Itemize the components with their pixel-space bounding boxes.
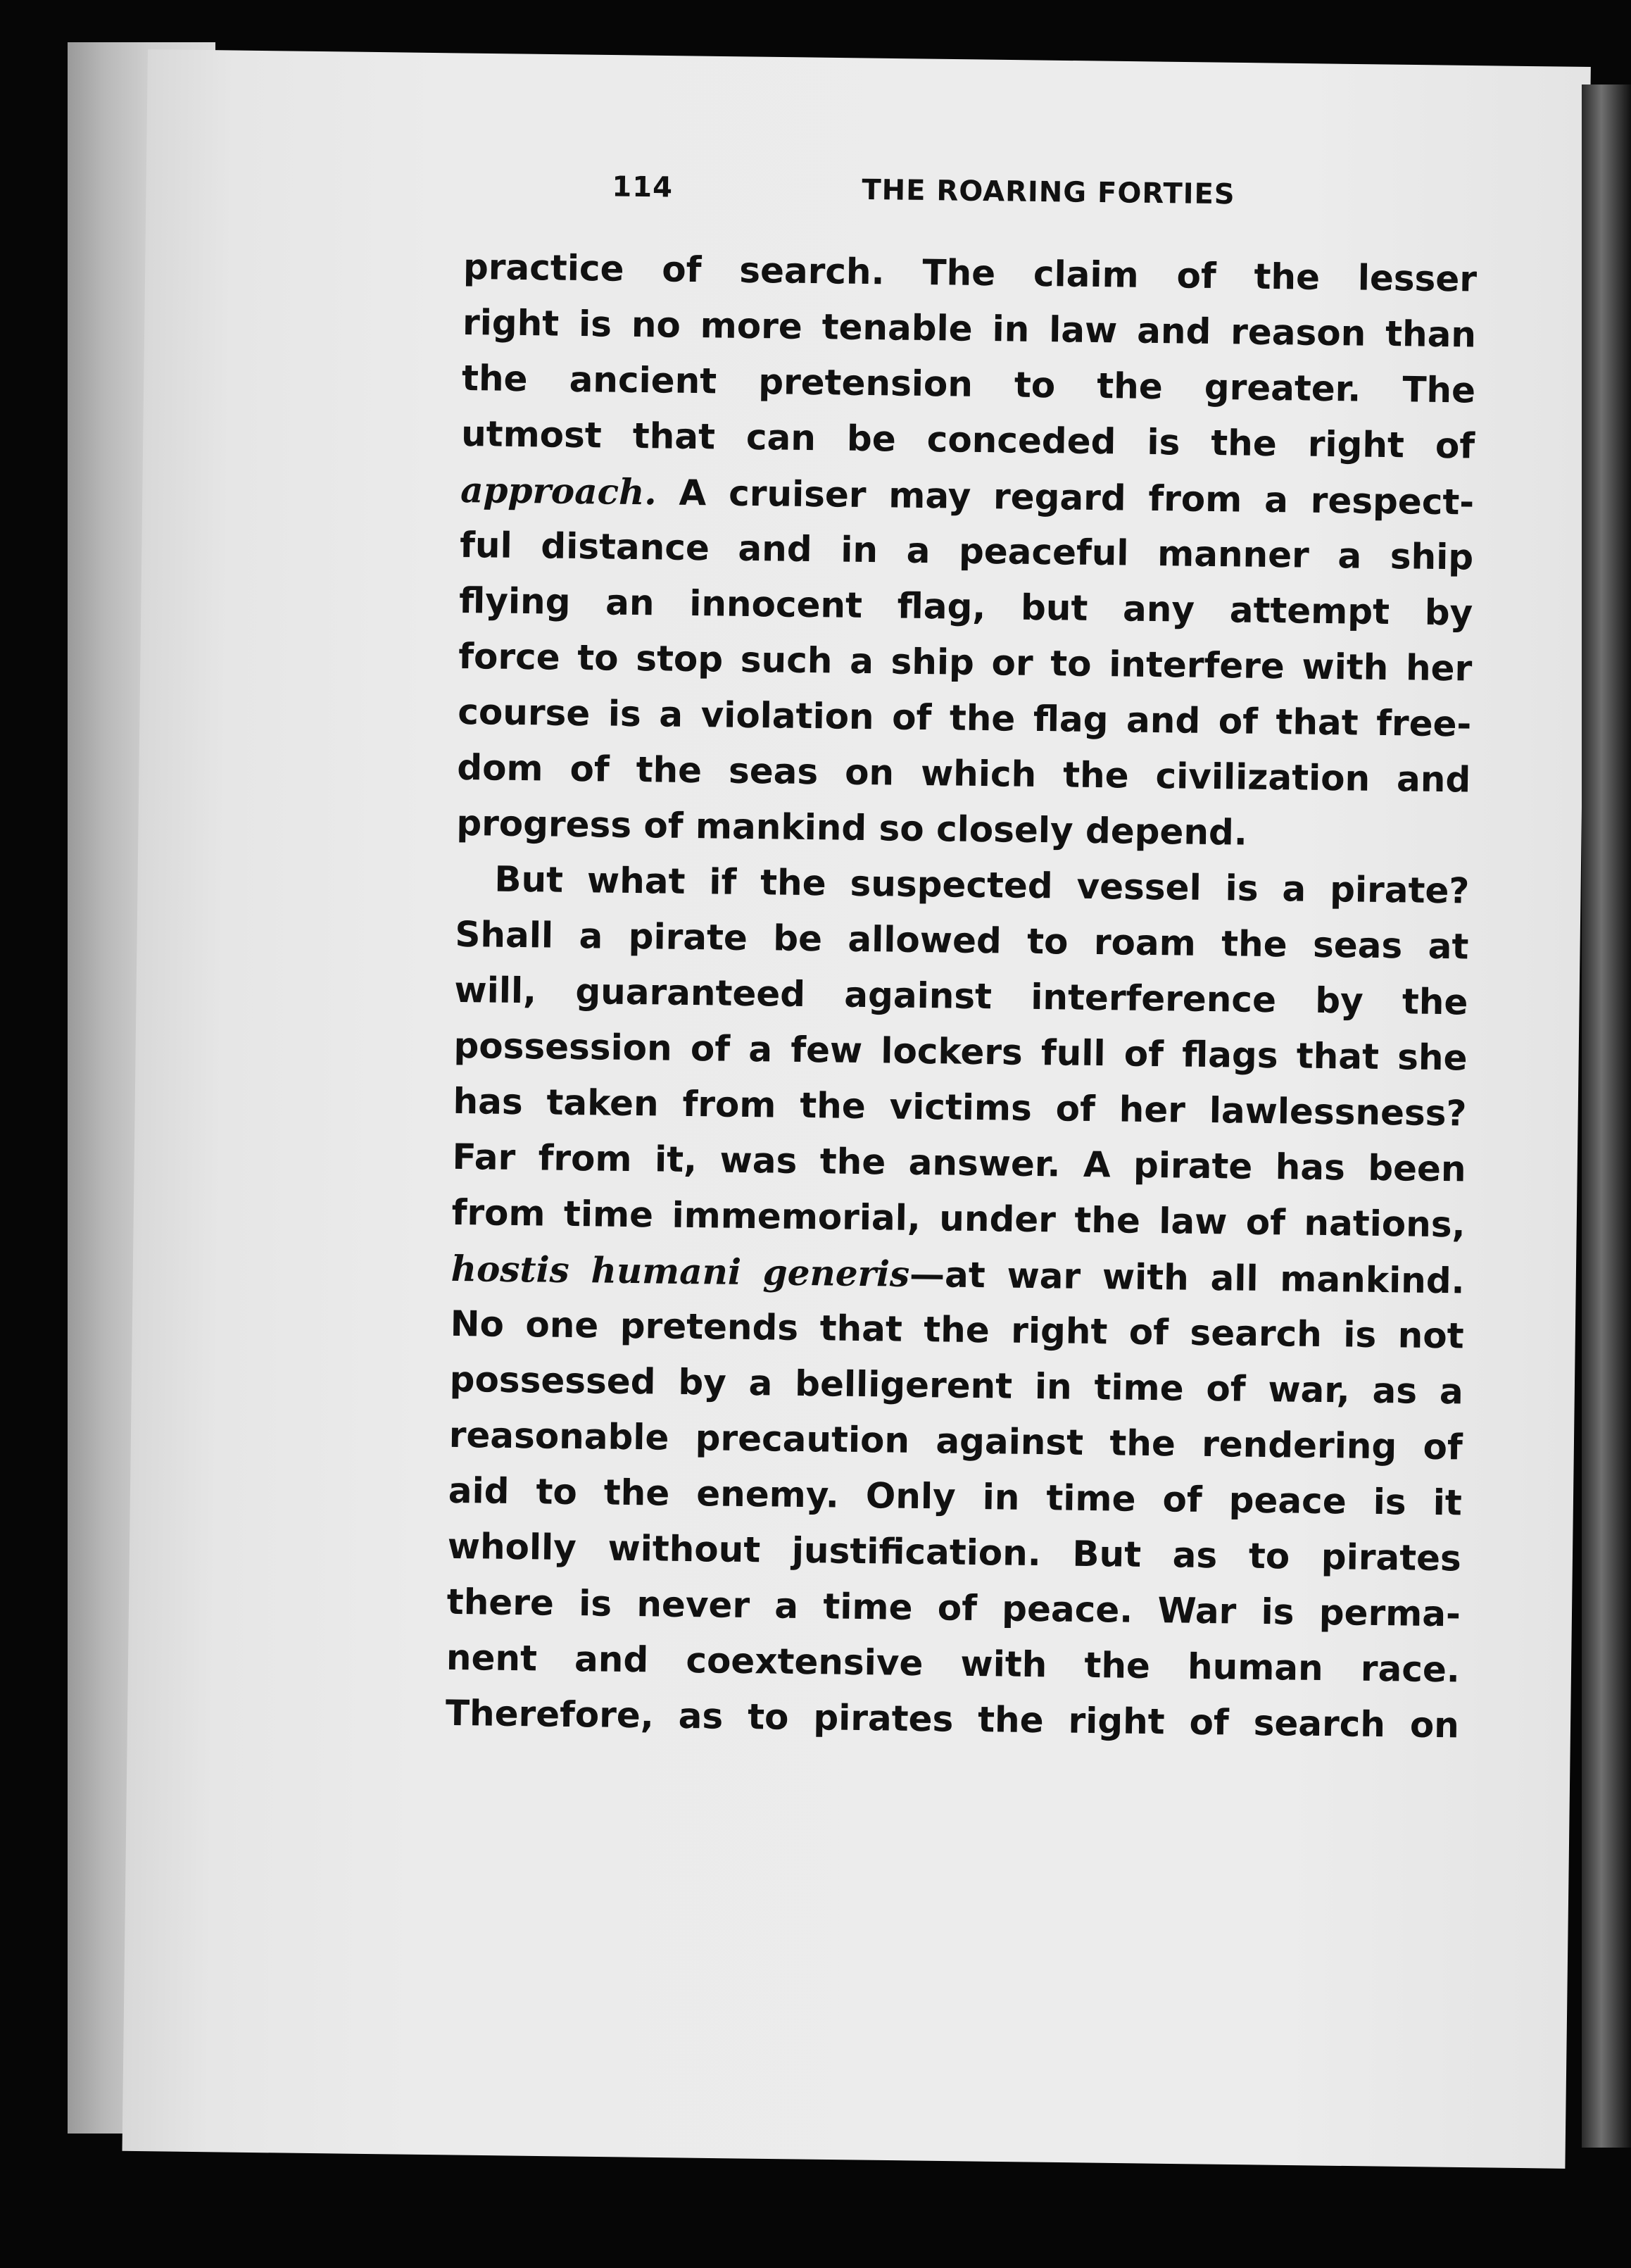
- page-content: [445, 155, 1478, 1753]
- page-number: 114: [612, 170, 674, 204]
- text-line: possession of a few lockers full of flags that she: [453, 1025, 1468, 1079]
- text-line: right is no more tenable in law and reason than: [462, 301, 1477, 356]
- text-line: reasonable precaution against the rendering of: [448, 1414, 1463, 1468]
- running-head: [464, 155, 1478, 252]
- text-line: has taken from the victims of her lawlessness?: [453, 1080, 1467, 1134]
- text-fragment: —at war with all mankind.: [909, 1253, 1465, 1302]
- text-line: the ancient pretension to the greater. The: [461, 357, 1476, 411]
- text-fragment: A cruiser may regard from a respect-: [656, 472, 1475, 523]
- text-line: nent and coextensive with the human race.: [446, 1636, 1461, 1691]
- italic-phrase: hostis humani generis: [451, 1247, 910, 1295]
- text-line: there is never a time of peace. War is perma-: [446, 1581, 1461, 1635]
- page-shadow: [1582, 84, 1631, 2148]
- body-text: [445, 239, 1477, 1753]
- running-title: THE ROARING FORTIES: [862, 173, 1235, 211]
- text-line: But what if the suspected vessel is a pirate?: [494, 858, 1470, 912]
- text-line: No one pretends that the right of search is not: [450, 1303, 1464, 1357]
- text-line: will, guaranteed against interference by the: [454, 969, 1468, 1023]
- text-line: wholly without justification. But as to pirates: [447, 1525, 1462, 1579]
- text-line: flying an innocent flag, but any attempt by: [458, 579, 1473, 634]
- text-line: ful distance and in a peaceful manner a ship: [459, 524, 1474, 578]
- text-line: utmost that can be conceded is the right of: [460, 413, 1475, 467]
- text-line: Far from it, was the answer. A pirate has been: [452, 1136, 1466, 1190]
- text-line: aid to the enemy. Only in time of peace is it: [448, 1470, 1463, 1524]
- text-line: force to stop such a ship or to interfere with her: [458, 635, 1473, 689]
- text-line: Therefore, as to pirates the right of search on: [445, 1692, 1460, 1746]
- text-line: practice of search. The claim of the lesser: [462, 246, 1478, 300]
- text-line: possessed by a belligerent in time of war, as a: [449, 1358, 1464, 1412]
- text-line: dom of the seas on which the civilization and: [457, 746, 1471, 801]
- text-line: progress of mankind so closely depend.: [456, 802, 1248, 853]
- italic-word: approach.: [460, 468, 657, 513]
- text-line: Shall a pirate be allowed to roam the seas at: [455, 913, 1469, 967]
- text-line: course is a violation of the flag and of that free-: [457, 691, 1472, 745]
- text-line: from time immemorial, under the law of nations,: [451, 1191, 1466, 1246]
